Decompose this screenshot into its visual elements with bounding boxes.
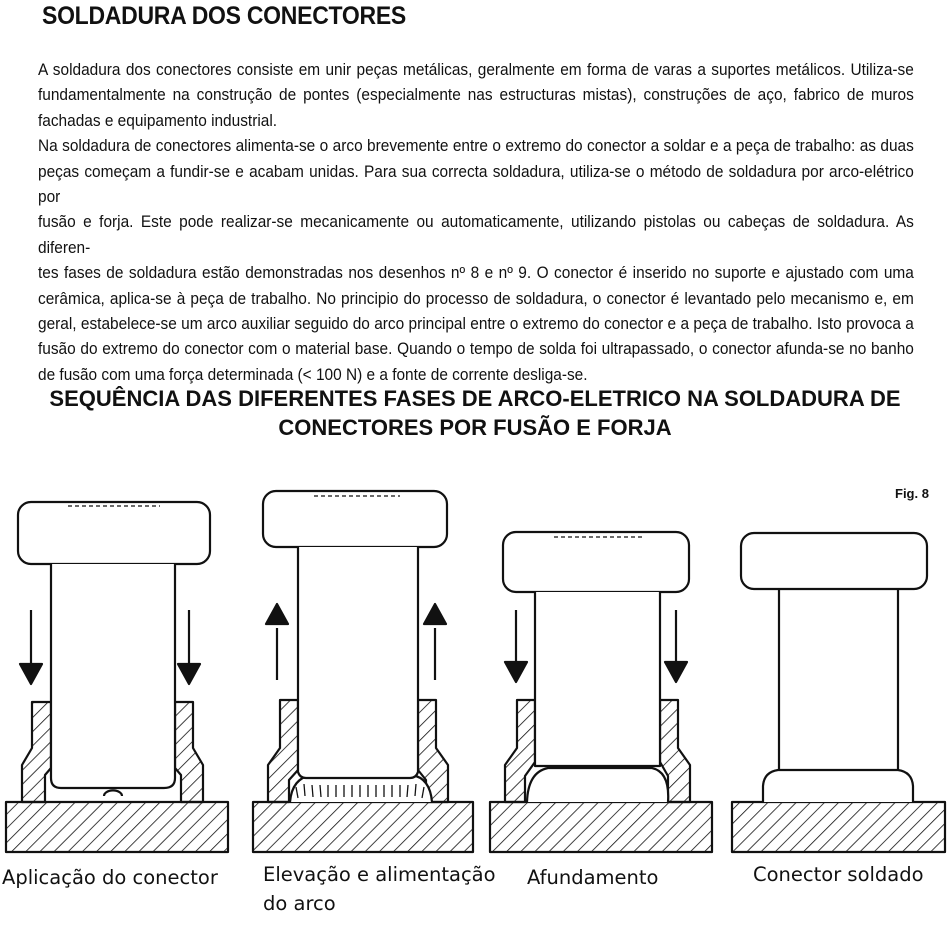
arrow-head [266,604,288,624]
paragraph-line: fundamentalmente na construção de pontes (especialmente nas estructuras mistas), construções de aço, fabrico de muros [38,86,914,105]
figure-label: Fig. 8 [895,486,929,501]
paragraph-line: tes fases de soldadura estão demonstradas nos desenhos nº 8 e nº 9. O conector é inserido no suporte e ajustado com uma [38,264,914,283]
stud-head [503,532,689,592]
section-title-line: SEQUÊNCIA DAS DIFERENTES FASES DE ARCO-ELETRICO NA SOLDADURA DE [49,386,901,411]
workpiece-plate [490,802,712,852]
paragraph-line: de fusão com uma força determinada (< 100 N) e a fonte de corrente desliga-se. [38,365,588,384]
body-text [38,58,914,388]
paragraph-line: Na soldadura de conectores alimenta-se o arco brevemente entre o extremo do conector a soldar e a peça de trabalho: as duas [38,137,914,156]
stud-shank [51,564,175,788]
paragraph-line: A soldadura dos conectores consiste em unir peças metálicas, geralmente em forma de varas a suportes metálicos. Utiliza-se [38,61,914,79]
ceramic-ferrule-left [22,702,51,802]
stud-shank [535,592,660,766]
caption-line: do arco [263,892,336,915]
stud-head [18,502,210,564]
arrow-head [178,664,200,684]
caption-stage-4: Conector soldado [753,863,924,886]
stage-3-plunge [490,532,712,852]
ceramic-ferrule-right [175,702,203,802]
workpiece-plate [253,802,473,852]
paragraph-line: fachadas e equipamento industrial. [38,111,278,130]
arrow-head [505,662,527,682]
arrow-head [665,662,687,682]
paragraph-line: fusão e forja. Este pode realizar-se mecanicamente ou automaticamente, utilizando pistolas ou cabeças de soldadura. As diferen- [38,213,914,257]
stud-head [741,533,927,589]
caption-line: Elevação e alimentação [263,863,496,886]
stud-shank [779,589,898,770]
paragraph-line: geral, estabelece-se um arco auxiliar seguido do arco principal entre o extremo do conector e a peça de trabalho. Isto provoca a [38,315,914,334]
paragraph-line: peças começam a fundir-se e acabam unidas. Para sua correcta soldadura, utiliza-se o método de soldadura por arco-elétrico por [38,162,914,207]
paragraph-line: fusão do extremo do conector com o material base. Quando o tempo de solda foi ultrapassado, o conector afunda-se no banho [38,340,914,359]
stage-1-application [6,502,228,852]
section-title [0,384,950,442]
weld-collar [763,770,913,802]
caption-stage-1: Aplicação do conector [2,866,218,889]
workpiece-plate [732,802,945,852]
stage-2-lift-and-arc [253,491,473,852]
workpiece-plate [6,802,228,852]
arrow-head [20,664,42,684]
caption-stage-2 [263,860,496,918]
document-title: SOLDADURA DOS CONECTORES [42,2,406,30]
arrow-head [424,604,446,624]
stud-tip [104,790,122,796]
caption-stage-3: Afundamento [527,866,659,889]
stud-head [263,491,447,547]
section-title-line: CONECTORES POR FUSÃO E FORJA [278,415,672,440]
stage-4-welded [732,533,945,852]
stud-shank [298,547,418,778]
paragraph-line: cerâmica, aplica-se à peça de trabalho. No principio do processo de soldadura, o conector é levantado pelo mecanismo e, em [38,289,914,308]
welding-stages-diagram [0,480,950,880]
weld-bulge [527,768,668,802]
